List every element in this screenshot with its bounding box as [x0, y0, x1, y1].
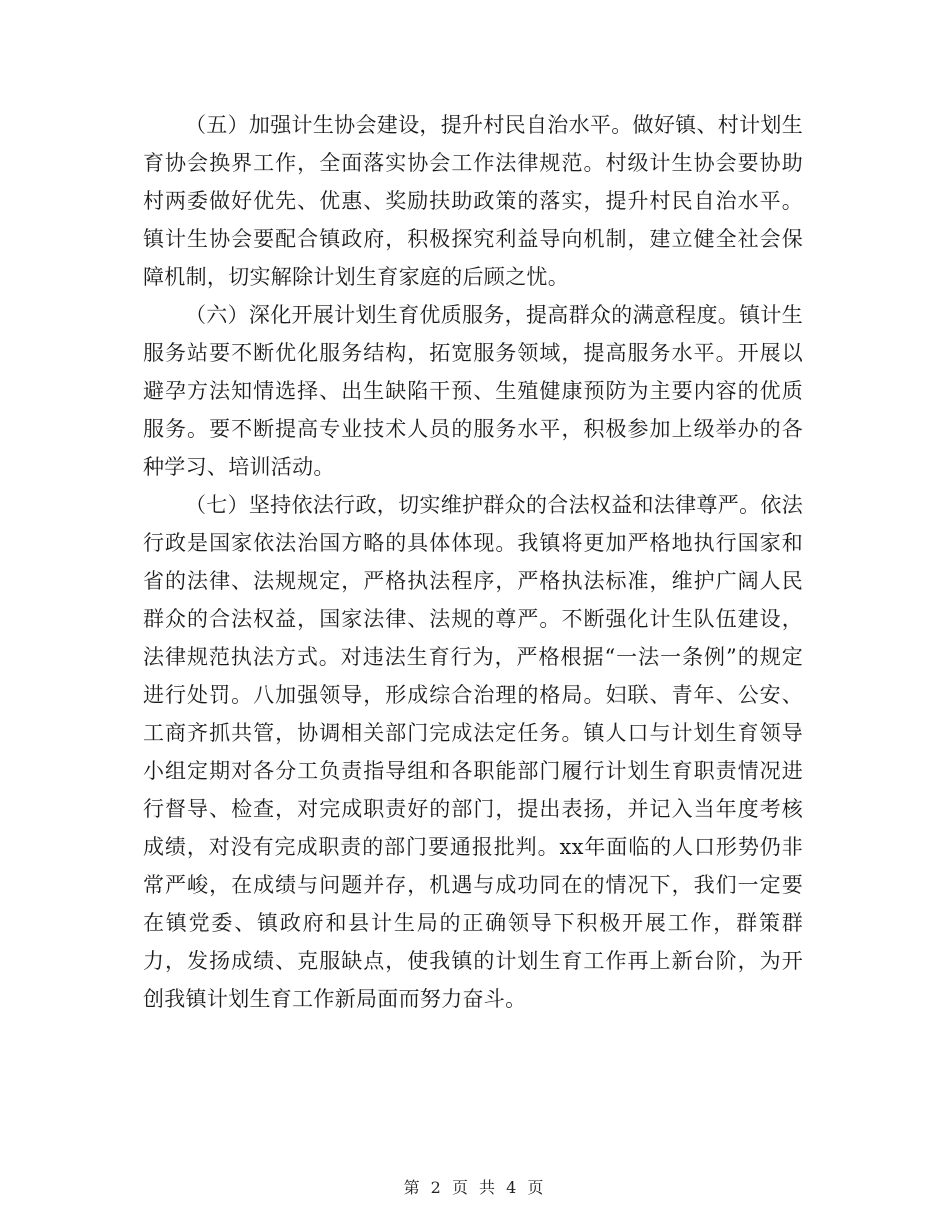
document-body — [143, 106, 803, 1018]
paragraph-six: （六）深化开展计划生育优质服务，提高群众的满意程度。镇计生服务站要不断优化服务结构，拓宽服务领域，提高服务水平。开展以避孕方法知情选择、出生缺陷干预、生殖健康预防为主要内容的优质服务。要不断提高专业技术人员的服务水平，积极参加上级举办的各种学习、培训活动。 — [143, 303, 803, 479]
page-footer: 第 2 页 共 4 页 — [403, 1178, 547, 1197]
paragraph-seven: （七）坚持依法行政，切实维护群众的合法权益和法律尊严。依法行政是国家依法治国方略的具体体现。我镇将更加严格地执行国家和省的法律、法规规定，严格执法程序，严格执法标准，维护广阔人民群众的合法权益，国家法律、法规的尊严。不断强化计生队伍建设，法律规范执法方式。对违法生育行为，严格根据“一法一条例”的规定进行处罚。八加强领导，形成综合治理的格局。妇联、青年、公安、工商齐抓共管，协调相关部门完成法定任务。镇人口与计划生育领导小组定期对各分工负责指导组和各职能部门履行计划生育职责情况进行督导、检查，对完成职责好的部门，提出表扬，并记入当年度考核成绩，对没有完成职责的部门要通报批判。xx年面临的人口形势仍非常严峻，在成绩与问题并存，机遇与成功同在的情况下，我们一定要在镇党委、镇政府和县计生局的正确领导下积极开展工作，群策群力，发扬成绩、克服缺点，使我镇的计划生育工作再上新台阶，为开创我镇计划生育工作新局面而努力奋斗。 — [143, 493, 803, 1011]
paragraph-five: （五）加强计生协会建设，提升村民自治水平。做好镇、村计划生育协会换界工作，全面落实协会工作法律规范。村级计生协会要协助村两委做好优先、优惠、奖励扶助政策的落实，提升村民自治水平。镇计生协会要配合镇政府，积极探究利益导向机制，建立健全社会保障机制，切实解除计划生育家庭的后顾之忧。 — [143, 113, 803, 289]
